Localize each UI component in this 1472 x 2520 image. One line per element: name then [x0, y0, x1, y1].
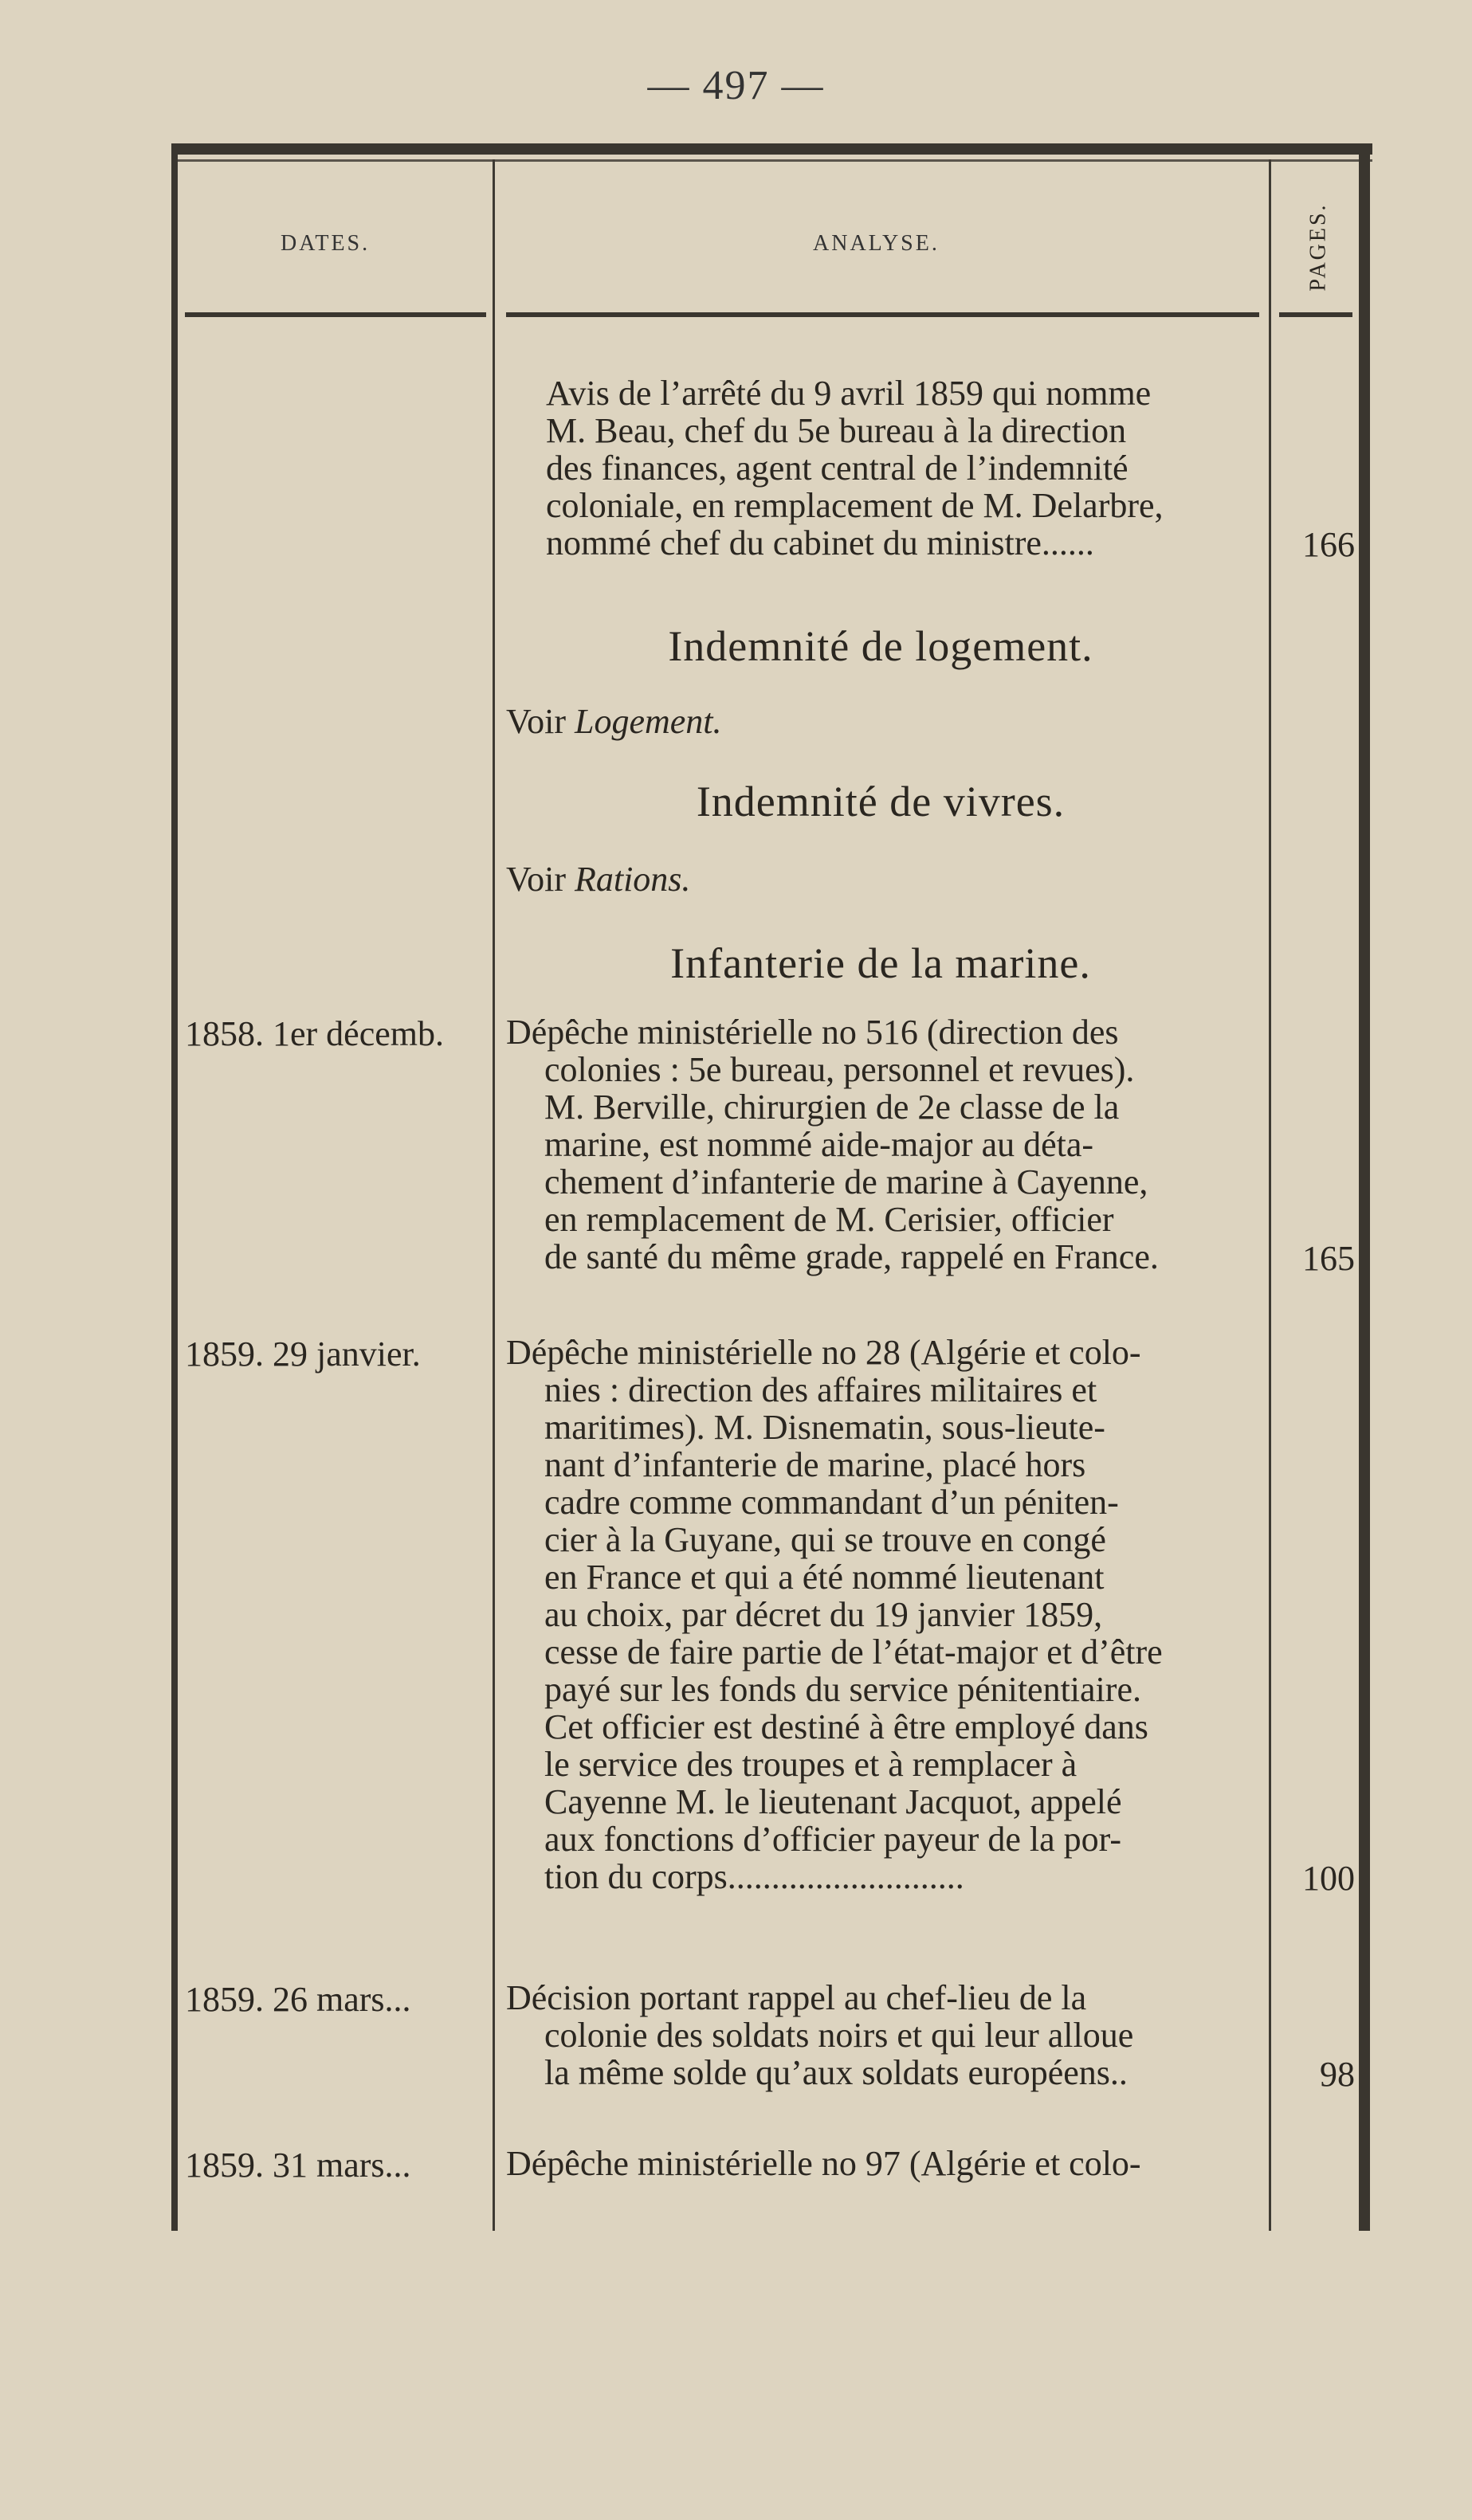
entry-line: au choix, par décret du 19 janvier 1859, [544, 1595, 1103, 1634]
entry-line: aux fonctions d’officier payeur de la por- [544, 1820, 1122, 1859]
entry-line: coloniale, en remplacement de M. Delarbre, [546, 486, 1164, 525]
see-also-vivres [506, 859, 690, 899]
page-ref: 98 [1320, 2055, 1355, 2094]
entry-line: cadre comme commandant d’un péniten- [544, 1483, 1119, 1522]
entry-line: colonie des soldats noirs et qui leur alloue [544, 2016, 1134, 2055]
section-heading-vivres: Indemnité de vivres. [696, 778, 1066, 825]
entry-line: la même solde qu’aux soldats européens.. [544, 2053, 1128, 2092]
entry-analysis [506, 1013, 1263, 1276]
entry-line: payé sur les fonds du service pénitentiaire. [544, 1670, 1141, 1709]
entry-continuation [546, 374, 1263, 562]
column-divider-dates [493, 159, 495, 2231]
page-number: — 497 — [647, 63, 825, 108]
table-top-border-inner [174, 159, 1372, 162]
see-also-logement [506, 701, 722, 742]
entry-date: 1859. 29 janvier. [185, 1334, 421, 1374]
entry-line: des finances, agent central de l’indemnité [546, 449, 1129, 488]
page-ref: 166 [1302, 525, 1355, 564]
table-top-border [174, 143, 1372, 155]
entry-analysis [506, 1979, 1263, 2091]
header-rule-analyse [506, 312, 1259, 317]
entry-line: Dépêche ministérielle no 516 (direction des [506, 1013, 1119, 1052]
see-also-ref: Logement. [574, 702, 722, 741]
entry-line: Décision portant rappel au chef-lieu de la [506, 1978, 1087, 2017]
header-pages: PAGES. [1306, 202, 1331, 292]
entry-line: nommé chef du cabinet du ministre...... [546, 523, 1094, 562]
section-heading-infanterie: Infanterie de la marine. [670, 939, 1091, 987]
header-rule-pages [1279, 312, 1352, 317]
header-dates: DATES. [281, 231, 371, 256]
entry-analysis [506, 1334, 1263, 1895]
entry-line: Dépêche ministérielle no 97 (Algérie et colo- [506, 2144, 1141, 2183]
entry-line: chement d’infanterie de marine à Cayenne, [544, 1162, 1148, 1201]
entry-analysis [506, 2145, 1263, 2182]
see-also-ref: Rations. [574, 860, 691, 899]
header-rule-dates [185, 312, 486, 317]
page-ref: 165 [1302, 1239, 1355, 1278]
entry-line: Cayenne M. le lieutenant Jacquot, appelé [544, 1782, 1122, 1821]
column-divider-pages [1269, 159, 1271, 2231]
entry-line: marine, est nommé aide-major au déta- [544, 1125, 1094, 1164]
entry-line: cesse de faire partie de l’état-major et d’être [544, 1632, 1163, 1672]
entry-line: Cet officier est destiné à être employé dans [544, 1707, 1148, 1746]
see-also-prefix: Voir [506, 702, 566, 741]
entry-line: Dépêche ministérielle no 28 (Algérie et colo- [506, 1333, 1141, 1372]
table-left-border [171, 143, 178, 2231]
entry-date: 1859. 31 mars... [185, 2146, 411, 2185]
page-ref: 100 [1302, 1859, 1355, 1898]
header-analyse: ANALYSE. [813, 231, 940, 256]
section-heading-logement: Indemnité de logement. [668, 622, 1093, 670]
see-also-prefix: Voir [506, 860, 566, 899]
entry-line: nies : direction des affaires militaires et [544, 1370, 1097, 1409]
table-right-border [1359, 143, 1370, 2231]
entry-date: 1859. 26 mars... [185, 1980, 411, 2019]
entry-line: le service des troupes et à remplacer à [544, 1745, 1078, 1784]
entry-line: M. Berville, chirurgien de 2e classe de la [544, 1088, 1120, 1127]
entry-line: en remplacement de M. Cerisier, officier [544, 1200, 1114, 1239]
entry-line: maritimes). M. Disnematin, sous-lieute- [544, 1408, 1105, 1447]
entry-line: M. Beau, chef du 5e bureau à la direction [546, 411, 1127, 450]
entry-line: cier à la Guyane, qui se trouve en congé [544, 1520, 1106, 1559]
entry-line: nant d’infanterie de marine, placé hors [544, 1445, 1086, 1484]
entry-line: colonies : 5e bureau, personnel et revues). [544, 1050, 1135, 1089]
entry-line: Avis de l’arrêté du 9 avril 1859 qui nomme [546, 374, 1152, 413]
entry-line: tion du corps........................... [544, 1857, 964, 1896]
entry-line: de santé du même grade, rappelé en France. [544, 1237, 1159, 1276]
entry-line: en France et qui a été nommé lieutenant [544, 1558, 1105, 1597]
entry-date: 1858. 1er décemb. [185, 1014, 444, 1053]
